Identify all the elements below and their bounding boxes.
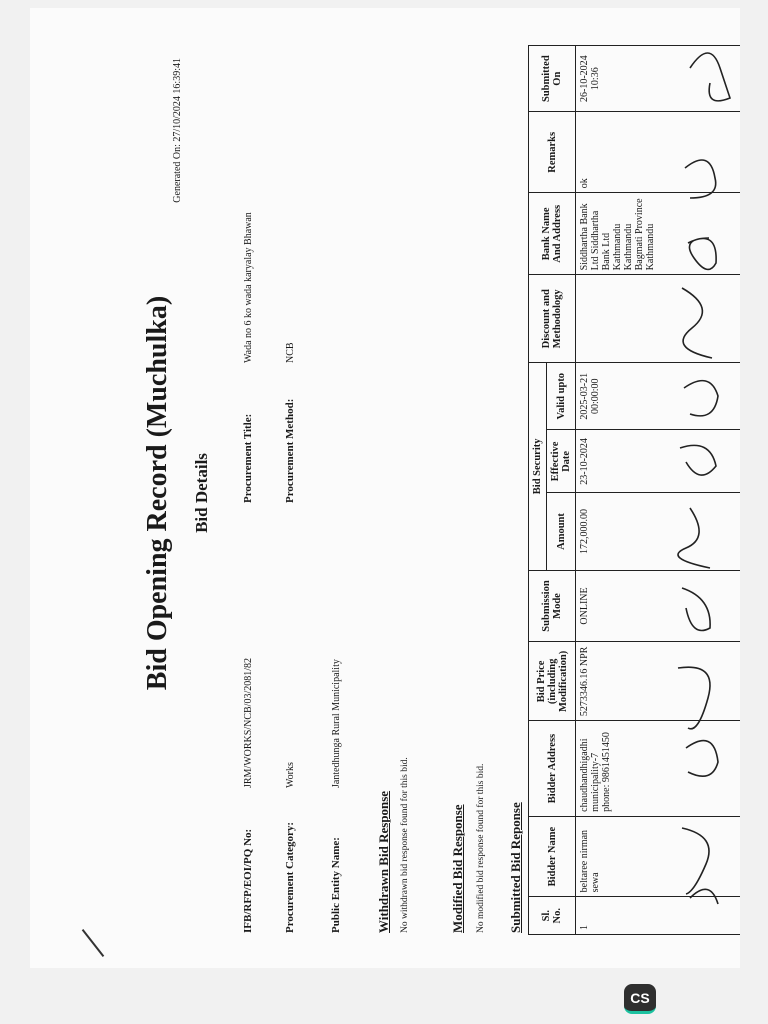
cell-submission-mode: ONLINE	[576, 570, 741, 642]
cell-bank: Siddhartha Bank Ltd Siddhartha Bank Ltd Kathmandu Kathmandu Bagmati Province Kathmandu	[576, 193, 741, 275]
document-title: Bid Opening Record (Muchulka)	[142, 295, 173, 691]
procurement-title-label: Procurement Title:	[242, 413, 254, 503]
procurement-method-label: Procurement Method:	[284, 398, 296, 503]
procurement-title-value: Wada no 6 ko wada karyalay Bhawan	[243, 212, 254, 363]
camscanner-logo-icon: CS	[624, 984, 656, 1014]
withdrawn-heading: Withdrawn Bid Response	[376, 790, 391, 933]
cell-bidder-name: beltaree nirman sewa	[576, 816, 741, 897]
procurement-category-value: Works	[285, 762, 296, 788]
col-sl: Sl. No.	[529, 897, 576, 935]
col-bidder-address: Bidder Address	[529, 721, 576, 817]
col-bank: Bank Name And Address	[529, 193, 576, 275]
procurement-method-value: NCB	[285, 342, 296, 363]
modified-heading: Modified Bid Response	[450, 804, 465, 933]
col-bidder-name: Bidder Name	[529, 816, 576, 897]
col-submission-mode: Submission Mode	[529, 570, 576, 642]
col-submitted-on: Submitted On	[529, 46, 576, 112]
col-remarks: Remarks	[529, 112, 576, 193]
generated-on: Generated On: 27/10/2024 16:39:41	[172, 58, 183, 203]
cell-amount: 172,000.00	[576, 493, 741, 570]
cell-sl: 1	[576, 897, 741, 935]
modified-note: No modified bid response found for this bid.	[476, 763, 486, 933]
public-entity-value: Jantedhunga Rural Municipality	[331, 659, 342, 788]
col-valid-upto: Valid upto	[547, 363, 576, 430]
withdrawn-note: No withdrawn bid response found for this bid.	[400, 757, 410, 933]
cell-effective-date: 23-10-2024	[576, 430, 741, 493]
ifb-label: IFB/RFP/EOI/PQ No:	[242, 828, 254, 933]
col-discount: Discount and Methodology	[529, 275, 576, 363]
cell-valid-upto: 2025-03-21 00:00:00	[576, 363, 741, 430]
scanned-page	[30, 8, 740, 968]
cell-remarks: ok	[576, 112, 741, 193]
bid-details-heading: Bid Details	[192, 453, 211, 533]
public-entity-label: Public Entity Name:	[330, 837, 342, 933]
submitted-heading: Submitted Bid Reponse	[508, 802, 523, 933]
handwritten-signatures	[670, 28, 740, 928]
rotated-document	[80, 33, 740, 953]
col-bid-security: Bid Security	[529, 363, 547, 570]
cell-submitted-on: 26-10-2024 10:36	[576, 46, 741, 112]
col-bid-price: Bid Price (including Modification)	[529, 642, 576, 721]
col-amount: Amount	[547, 493, 576, 570]
cell-bidder-address: chaudhandhigadhi municipality-7 phone: 9861451450	[576, 721, 741, 817]
cell-bid-price: 5273346.16 NPR	[576, 642, 741, 721]
col-effective-date: Effective Date	[547, 430, 576, 493]
ifb-value: JRM/WORKS/NCB/03/2081/82	[243, 657, 254, 788]
procurement-category-label: Procurement Category:	[284, 821, 296, 933]
